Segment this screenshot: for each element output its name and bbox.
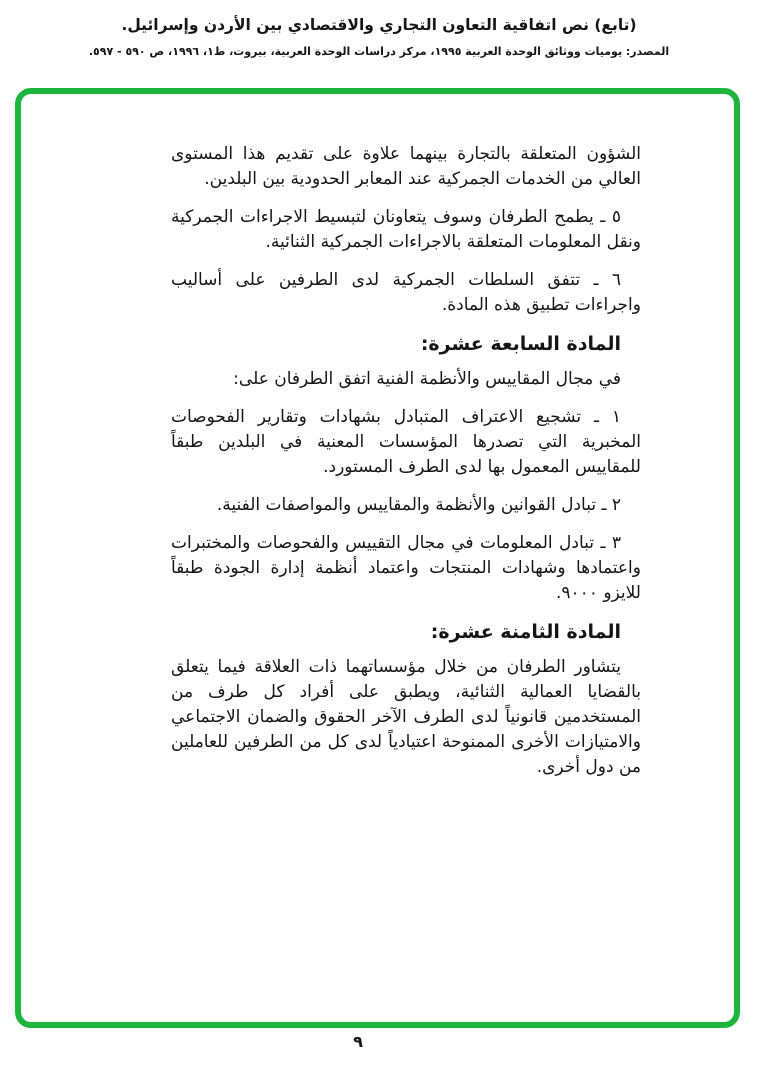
list-item-5: ٥ ـ يطمح الطرفان وسوف يتعاونان لتبسيط الاجراءات الجمركية ونقل المعلومات المتعلقة بالاجراءات الجمركية الثنائية. [171,207,641,252]
document-source-line: المصدر: يوميات ووثائق الوحدة العربية ١٩٩٥، مركز دراسات الوحدة العربية، بيروت، ط١، ١٩٩٦، ص ٥٩٠ - ٥٩٧. [88,45,670,58]
paragraph-article-17-intro: في مجال المقاييس والأنظمة الفنية اتفق الطرفان على: [233,369,621,389]
paragraph-customs-continuation: الشؤون المتعلقة بالتجارة بينهما علاوة على تقديم هذا المستوى العالي من الخدمات الجمركية عند المعابر الحدودية بين البلدين. [171,144,641,189]
document-title: (تابع) نص اتفاقية التعاون التجاري والاقتصادي بين الأردن وإسرائيل. [121,16,637,34]
heading-article-17: المادة السابعة عشرة: [420,333,621,355]
paragraph-article-18: يتشاور الطرفان من خلال مؤسساتهما ذات العلاقة فيما يتعلق بالقضايا العمالية الثنائية، ويطبق على أفراد كل طرف من المستخدمين قانونياً لدى الطرف الآخر الحقوق والضمان الاجتماعي والامتيازات الأخرى الممنوحة اعتيادياً لدى كل من الطرفين للعاملين من دول أخرى. [171,657,641,777]
document-body [171,142,641,793]
list-item-3: ٣ ـ تبادل المعلومات في مجال التقييس والفحوصات والمختبرات واعتمادها وشهادات المنتجات واعتماد أنظمة إدارة الجودة طبقاً للايزو ٩٠٠٠. [171,533,641,603]
heading-article-18: المادة الثامنة عشرة: [430,621,621,643]
list-item-2: ٢ ـ تبادل القوانين والأنظمة والمقاييس والمواصفات الفنية. [216,495,621,515]
page-number: ٩ [353,1032,363,1051]
list-item-1: ١ ـ تشجيع الاعتراف المتبادل بشهادات وتقارير الفحوصات المخبرية التي تصدرها المؤسسات المعنية في البلدين طبقاً للمقاييس المعمول بها لدى الطرف المستورد. [171,407,641,477]
list-item-6: ٦ ـ تتفق السلطات الجمركية لدى الطرفين على أساليب واجراءات تطبيق هذه المادة. [171,270,641,315]
page-header [0,16,758,58]
